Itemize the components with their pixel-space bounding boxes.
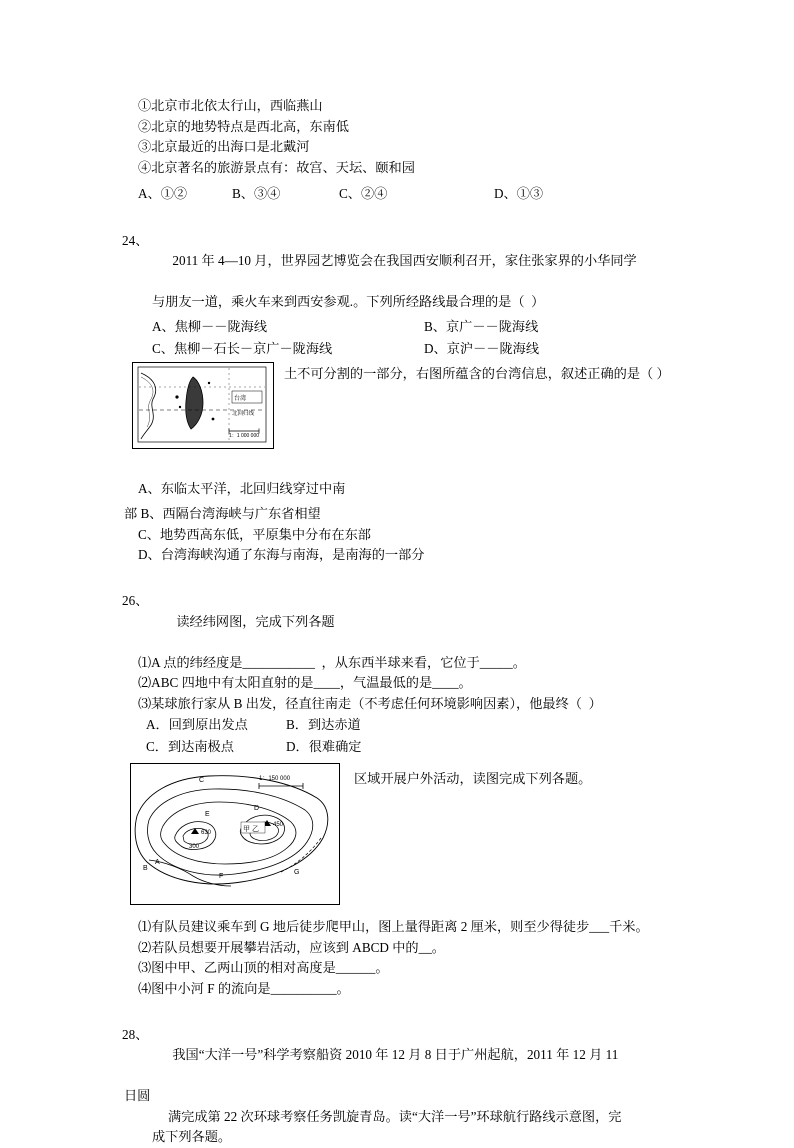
q26-option-c[interactable]: C．到达南极点 xyxy=(146,739,234,754)
svg-text:F: F xyxy=(219,873,224,880)
q23-option-a[interactable]: A、①② xyxy=(138,186,188,201)
question-28 xyxy=(124,1004,684,1148)
q28-line-4: 成下列各题。 xyxy=(152,1129,232,1144)
svg-text:A: A xyxy=(155,859,160,866)
topographic-map-figure xyxy=(130,763,340,905)
q28-line-2: 日圆 xyxy=(124,1088,151,1103)
q24-option-a[interactable]: A、焦柳－－陇海线 xyxy=(152,318,268,334)
q26-item-1: ⑴A 点的纬经度是___________ ，从东西半球来看，它位于_____。 xyxy=(138,654,526,670)
svg-text:甲 乙: 甲 乙 xyxy=(243,826,259,833)
q26-option-d[interactable]: D．很难确定 xyxy=(286,739,362,754)
q26-option-b[interactable]: B．到达赤道 xyxy=(286,717,361,732)
q24-option-c[interactable]: C、焦柳－石长－京广－陇海线 xyxy=(152,340,333,356)
q23-statement-1: ①北京市北依太行山，西临燕山 xyxy=(138,98,323,113)
q24-option-b[interactable]: B、京广－－陇海线 xyxy=(424,318,539,334)
question-27-figure-row xyxy=(124,763,684,905)
question-25 xyxy=(124,362,684,449)
q25-side-text: 土不可分割的一部分，右图所蕴含的台湾信息，叙述正确的是（ ） xyxy=(284,365,670,381)
svg-text:450: 450 xyxy=(273,822,284,828)
q27-item-4: ⑷图中小河 F 的流向是__________。 xyxy=(138,980,350,996)
topographic-map-svg xyxy=(131,764,337,902)
svg-text:台湾: 台湾 xyxy=(234,395,247,402)
q23-statement-3: ③北京最近的出海口是北戴河 xyxy=(138,139,310,154)
question-24 xyxy=(124,210,684,360)
svg-text:1：1 000 000: 1：1 000 000 xyxy=(229,432,260,439)
question-26 xyxy=(124,571,684,759)
svg-text:B: B xyxy=(143,865,148,872)
q27-side-text: 区域开展户外活动，读图完成下列各题。 xyxy=(354,771,592,786)
taiwan-map-svg xyxy=(133,363,271,446)
q28-number: 28、 xyxy=(122,1026,149,1042)
svg-text:1：150 000: 1：150 000 xyxy=(259,776,291,782)
q23-statement-2: ②北京的地势特点是西北高，东南低 xyxy=(138,118,349,134)
svg-text:D: D xyxy=(254,805,260,812)
q27-item-1: ⑴有队员建议乘车到 G 地后徒步爬甲山，图上量得距离 2 厘米，则至少得徒步___千米。 xyxy=(138,919,649,934)
q25-option-c[interactable]: C、地势西高东低，平原集中分布在东部 xyxy=(138,526,371,542)
question-23-statements xyxy=(124,96,684,178)
q23-statement-4: ④北京著名的旅游景点有：故宫、天坛、颐和园 xyxy=(138,159,415,175)
q25-option-b[interactable]: 部 B、西隔台湾海峡与广东省相望 xyxy=(124,506,321,521)
q27-item-2: ⑵若队员想要开展攀岩活动，应该到 ABCD 中的__。 xyxy=(138,939,445,955)
document-content xyxy=(124,96,684,1148)
q28-line-3: 满完成第 22 次环球考察任务凯旋青岛。读“大洋一号”环球航行路线示意图，完 xyxy=(168,1108,622,1124)
q26-item-3: ⑶某球旅行家从 B 出发，径直往南走（不考虑任何环境影响因素），他最终（ ） xyxy=(138,695,602,711)
question-25-options xyxy=(124,479,684,566)
q24-stem-line-2: 与朋友一道，乘火车来到西安参观.。下列所经路线最合理的是（ ） xyxy=(152,294,545,309)
q23-option-c[interactable]: C、②④ xyxy=(339,186,388,201)
question-23-options xyxy=(124,183,684,205)
q26-option-a[interactable]: A．回到原出发点 xyxy=(146,717,248,732)
svg-text:630: 630 xyxy=(201,830,212,836)
q25-option-d[interactable]: D、台湾海峡沟通了东海与南海，是南海的一部分 xyxy=(138,547,425,562)
svg-text:G: G xyxy=(294,869,300,876)
q23-option-d[interactable]: D、①③ xyxy=(494,186,544,201)
svg-text:E: E xyxy=(205,811,210,818)
q26-title: 读经纬网图，完成下列各题 xyxy=(176,613,335,629)
svg-text:C: C xyxy=(199,777,205,784)
taiwan-map-figure xyxy=(132,362,274,449)
q24-stem-line-1: 2011 年 4—10 月，世界园艺博览会在我国西安顺利召开，家住张家界的小华同学 xyxy=(172,253,637,268)
question-27-items xyxy=(124,917,684,999)
svg-text:北回归线: 北回归线 xyxy=(232,410,255,417)
q24-number: 24、 xyxy=(122,232,149,248)
q24-option-d[interactable]: D、京沪－－陇海线 xyxy=(424,340,540,356)
svg-text:300: 300 xyxy=(189,844,200,850)
q25-option-a[interactable]: A、东临太平洋，北回归线穿过中南 xyxy=(138,480,346,496)
q26-item-2: ⑵ABC 四地中有太阳直射的是____，气温最低的是____。 xyxy=(138,675,472,690)
q28-line-1: 我国“大洋一号”科学考察船资 2010 年 12 月 8 日于广州起航，2011 年 12 月 11 xyxy=(172,1047,619,1062)
q26-number: 26、 xyxy=(122,593,149,608)
q27-item-3: ⑶图中甲、乙两山顶的相对高度是______。 xyxy=(138,960,389,975)
q23-option-b[interactable]: B、③④ xyxy=(232,186,281,201)
